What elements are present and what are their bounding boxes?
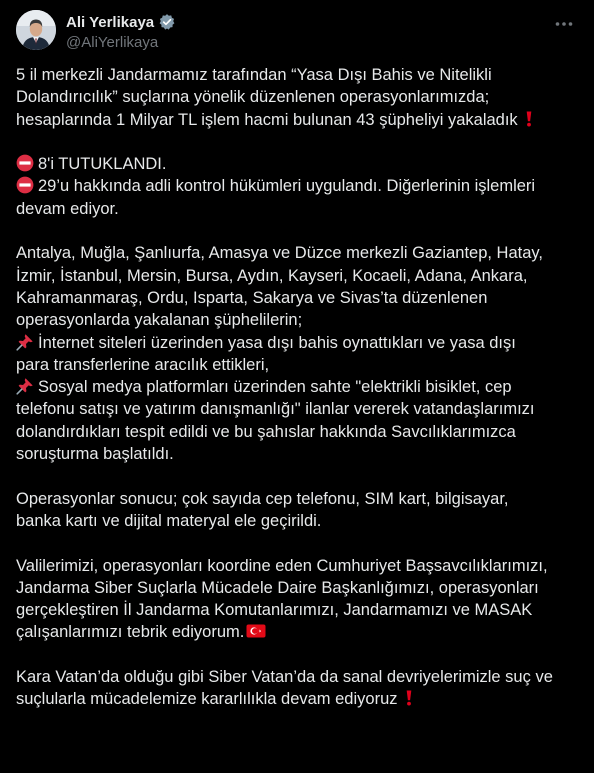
tweet-line: banka kartı ve dijital materyal ele geçirildi. bbox=[16, 511, 322, 530]
pushpin-icon bbox=[16, 377, 34, 395]
tweet-line: telefonu satışı ve yatırım danışmanlığı" ilanlar vererek vatandaşlarımızı bbox=[16, 400, 535, 419]
tweet-line: Operasyonlar sonucu; çok sayıda cep telefonu, SIM kart, bilgisayar, bbox=[16, 489, 509, 508]
author-handle[interactable]: @AliYerlikaya bbox=[66, 34, 159, 51]
name-row bbox=[66, 12, 176, 32]
tweet-line: Jandarma Siber Suçlarla Mücadele Daire Başkanlığımızı, operasyonları bbox=[16, 578, 539, 597]
tweet-line: Kara Vatan’da olduğu gibi Siber Vatan’da da sanal devriyelerimizle suç ve bbox=[16, 668, 553, 687]
tweet-line: Dolandırıcılık” suçlarına yönelik düzenlenen operasyonlarımızda; bbox=[16, 88, 490, 107]
tweet-line: çalışanlarımızı tebrik ediyorum. bbox=[16, 621, 588, 643]
tweet-text bbox=[16, 64, 588, 711]
more-horizontal-icon[interactable] bbox=[552, 12, 576, 36]
tweet-line: 5 il merkezli Jandarmamız tarafından “Yasa Dışı Bahis ve Nitelikli bbox=[16, 66, 492, 84]
verified-badge-icon bbox=[158, 13, 176, 31]
paragraph-gap bbox=[16, 131, 588, 153]
no-entry-icon bbox=[16, 176, 34, 194]
red-exclamation-icon bbox=[400, 689, 418, 707]
tweet-line: operasyonlarda yakalanan şüphelilerin; bbox=[16, 311, 303, 330]
tweet-line: hesaplarında 1 Milyar TL işlem hacmi bulunan 43 şüpheliyi yakaladık bbox=[16, 109, 588, 131]
paragraph-gap bbox=[16, 532, 588, 554]
tweet-line: suçlularla mücadelemize kararlılıkla devam ediyoruz bbox=[16, 688, 588, 710]
tweet-line: devam ediyor. bbox=[16, 199, 119, 218]
tweet-line: Antalya, Muğla, Şanlıurfa, Amasya ve Düzce merkezli Gaziantep, Hatay, bbox=[16, 244, 544, 263]
tweet-line: 29’u hakkında adli kontrol hükümleri uygulandı. Diğerlerinin işlemleri bbox=[16, 175, 588, 197]
no-entry-icon bbox=[16, 154, 34, 172]
profile-photo bbox=[16, 10, 56, 50]
tweet-line: gerçekleştiren İl Jandarma Komutanlarımızı, Jandarmamızı ve MASAK bbox=[16, 601, 533, 620]
tweet-line: Valilerimizi, operasyonları koordine eden Cumhuriyet Başsavcılıklarımızı, bbox=[16, 556, 548, 575]
tweet-line: dolandırdıkları tespit edildi ve bu şahıslar hakkında Savcılıklarımızca bbox=[16, 422, 516, 441]
author-display-name[interactable]: Ali Yerlikaya bbox=[66, 13, 155, 31]
tweet-line: 8'i TUTUKLANDI. bbox=[16, 153, 588, 175]
red-exclamation-icon bbox=[520, 110, 538, 128]
tweet-line: Sosyal medya platformları üzerinden sahte "elektrikli bisiklet, cep bbox=[16, 376, 588, 398]
tweet-line: İzmir, İstanbul, Mersin, Bursa, Aydın, Kayseri, Kocaeli, Adana, Ankara, bbox=[16, 266, 528, 285]
tweet-line: para transferlerine aracılık ettikleri, bbox=[16, 355, 270, 374]
tweet-line: Kahramanmaraş, Ordu, Isparta, Sakarya ve Sivas’ta düzenlenen bbox=[16, 288, 488, 307]
paragraph-gap bbox=[16, 465, 588, 487]
tweet-line: İnternet siteleri üzerinden yasa dışı bahis oynattıkları ve yasa dışı bbox=[16, 332, 588, 354]
tweet-line: soruşturma başlatıldı. bbox=[16, 445, 174, 464]
turkey-flag-icon bbox=[246, 622, 264, 640]
paragraph-gap bbox=[16, 220, 588, 242]
avatar[interactable] bbox=[16, 10, 56, 50]
tweet-header bbox=[16, 10, 578, 54]
pushpin-icon bbox=[16, 333, 34, 351]
paragraph-gap bbox=[16, 644, 588, 666]
author-block bbox=[66, 12, 176, 51]
